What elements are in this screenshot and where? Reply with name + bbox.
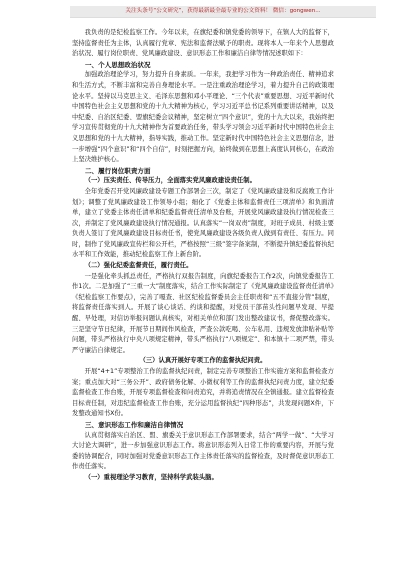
section-2-subtitle-2: （二）强化纪委监督责任，履行责任。 (84, 262, 193, 270)
top-promo-banner: 关注头条号“公文研究”，获得最新最全最专业的公文资料！ 微信：gongwen... (70, 6, 376, 18)
section-1-title: 一、个人思想政治状况 (85, 60, 151, 69)
section-2-subtitle-1: （一）压实责任、传导压力，全面落实党风廉政建设责任制。 (84, 177, 256, 185)
section-2-paragraph-3: 开展“4+1”专项整治工作的监督执纪问责，制定完善专项整治工作实施方案和监督检查方案；重点加大对“三务公开”、政府债务化解、小微权利等工作的监督执纪问责力度，建立纪委监督检查工作台账，开展专项监督检查和问责追究，并将追责情况在全镇通报。建立监督检查目标责任制，对违纪监督检查工作台账，充分运用监督执纪“四种形态”，共发现问题X件，下发整改通知书X份。 (72, 368, 334, 418)
section-1-paragraph: 加强政治理论学习，努力提升自身素质。一年来，我把学习作为一种政治责任、精神追求和生活方式，不断丰富和完善自身理论水平。一是注重政治理论学习，着力提升自己的政策理论水平。坚持以马克思主义、毛泽东思想和邓小平理论、“三个代表”重要思想、习近平新时代中国特色社会主义思想和党的十九大精神为核心，学习习近平总书记系列重要讲话精神，以及中纪委、自治区纪委、盟旗纪委会议精神，坚定树立“四个意识”，党的十九大以来，我始终把学习宣传贯彻党的十九大精神作为首要政治任务，带头学习领会习近平新时代中国特色社会主义思想和党的十九大精神，指导实践，推动工作。坚定新时代中国特色社会主义思想信念，进一步增强“四个意识”和“四个自信”，时刻把握方向，始终做到在思想上高度认同核心，在政治上坚决维护核心。 (72, 71, 334, 164)
section-3-title: 三、意识形态工作和廉洁自律情况 (85, 420, 184, 429)
section-3-subtitle-1: （一）重视理论学习教育，坚持科学武装头脑。 (84, 473, 218, 481)
section-2-paragraph-1: 全年党委召开党风廉政建设专题工作部署会三次，制定了《党风廉政建设和反腐败工作计划》；调整了党风廉政建设工作领导小组；细化了《党委主体和监督责任三项清单》和负面清单，建立了党委主体责任清单和纪委监督责任清单及台账，开展党风廉政建设执行情况检查三次，并制定了党风廉政建设执行情况通报。认真落实“一岗双责”制度，对班子成员、村级主要负责人签订了党风廉政建设目标责任书，使党风廉政建设各级负责人做到有责任、有压力。同时，制作了党风廉政宣传栏和公开栏，严格按照“三级”签字备案制，不断提升镇纪委监督执纪水平和工作效能，推动纪检监察工作上新台阶。 (72, 187, 334, 259)
section-2-title: 二、履行岗位职责方面 (85, 166, 151, 175)
section-2-paragraph-2: 一是强化牵头抓总责任，严格执行双报告制度，向旗纪委报告工作2次，向镇党委报告工作1次。二是加强了“三重一大”制度落实，结合工作实际制定了《党风廉政建设监督责任清单》《纪检监察工作要点》，完善了嘎查、社区纪检监督委员会主任职责和“五不直接分管”制度，将监督责任落实到人。开展了谈心谈话、约谈和提醒，对党员干部苗头性问题早发现、早提醒、早处理，对信访举报问题认真核实，对相关单位和部门发出整改建议书，督促整改落实。三是坚守节日纪律，开展节日期间作风检查，严查公款吃喝、公车私用、违规发放津贴补贴等问题，带头严格执行中央八项规定精神，带头严格执行“八项规定”、和本镇十二项严禁，带头严守廉洁自律规定。 (72, 272, 334, 354)
document-body (72, 28, 334, 484)
section-3-paragraph-1: 认真贯彻落实自治区、盟、旗委关于意识形态工作部署要求，结合“两学一做”、“大学习大讨论大调研”，进一步加强意识形态工作。将意识形态列入日常工作的重要内容，开展与党委的协调配合，同时加强对党委意识形态工作主体责任落实的监督检查，及时督促意识形态工作责任落实。 (72, 431, 334, 471)
intro-paragraph: 我负责的是纪检监察工作。今年以来，在旗纪委和镇党委的领导下，在镇人大的监督下，坚持监督责任为主体，认真履行党章、宪法和监督法赋予的职责。现将本人一年来个人思想政治状况、履行岗位职责、党风廉政建设、意识形态工作和廉洁自律等情况述职如下： (72, 29, 334, 58)
section-2-subtitle-3: （三）认真开展好专项工作的监督执纪问责。 (139, 357, 267, 365)
